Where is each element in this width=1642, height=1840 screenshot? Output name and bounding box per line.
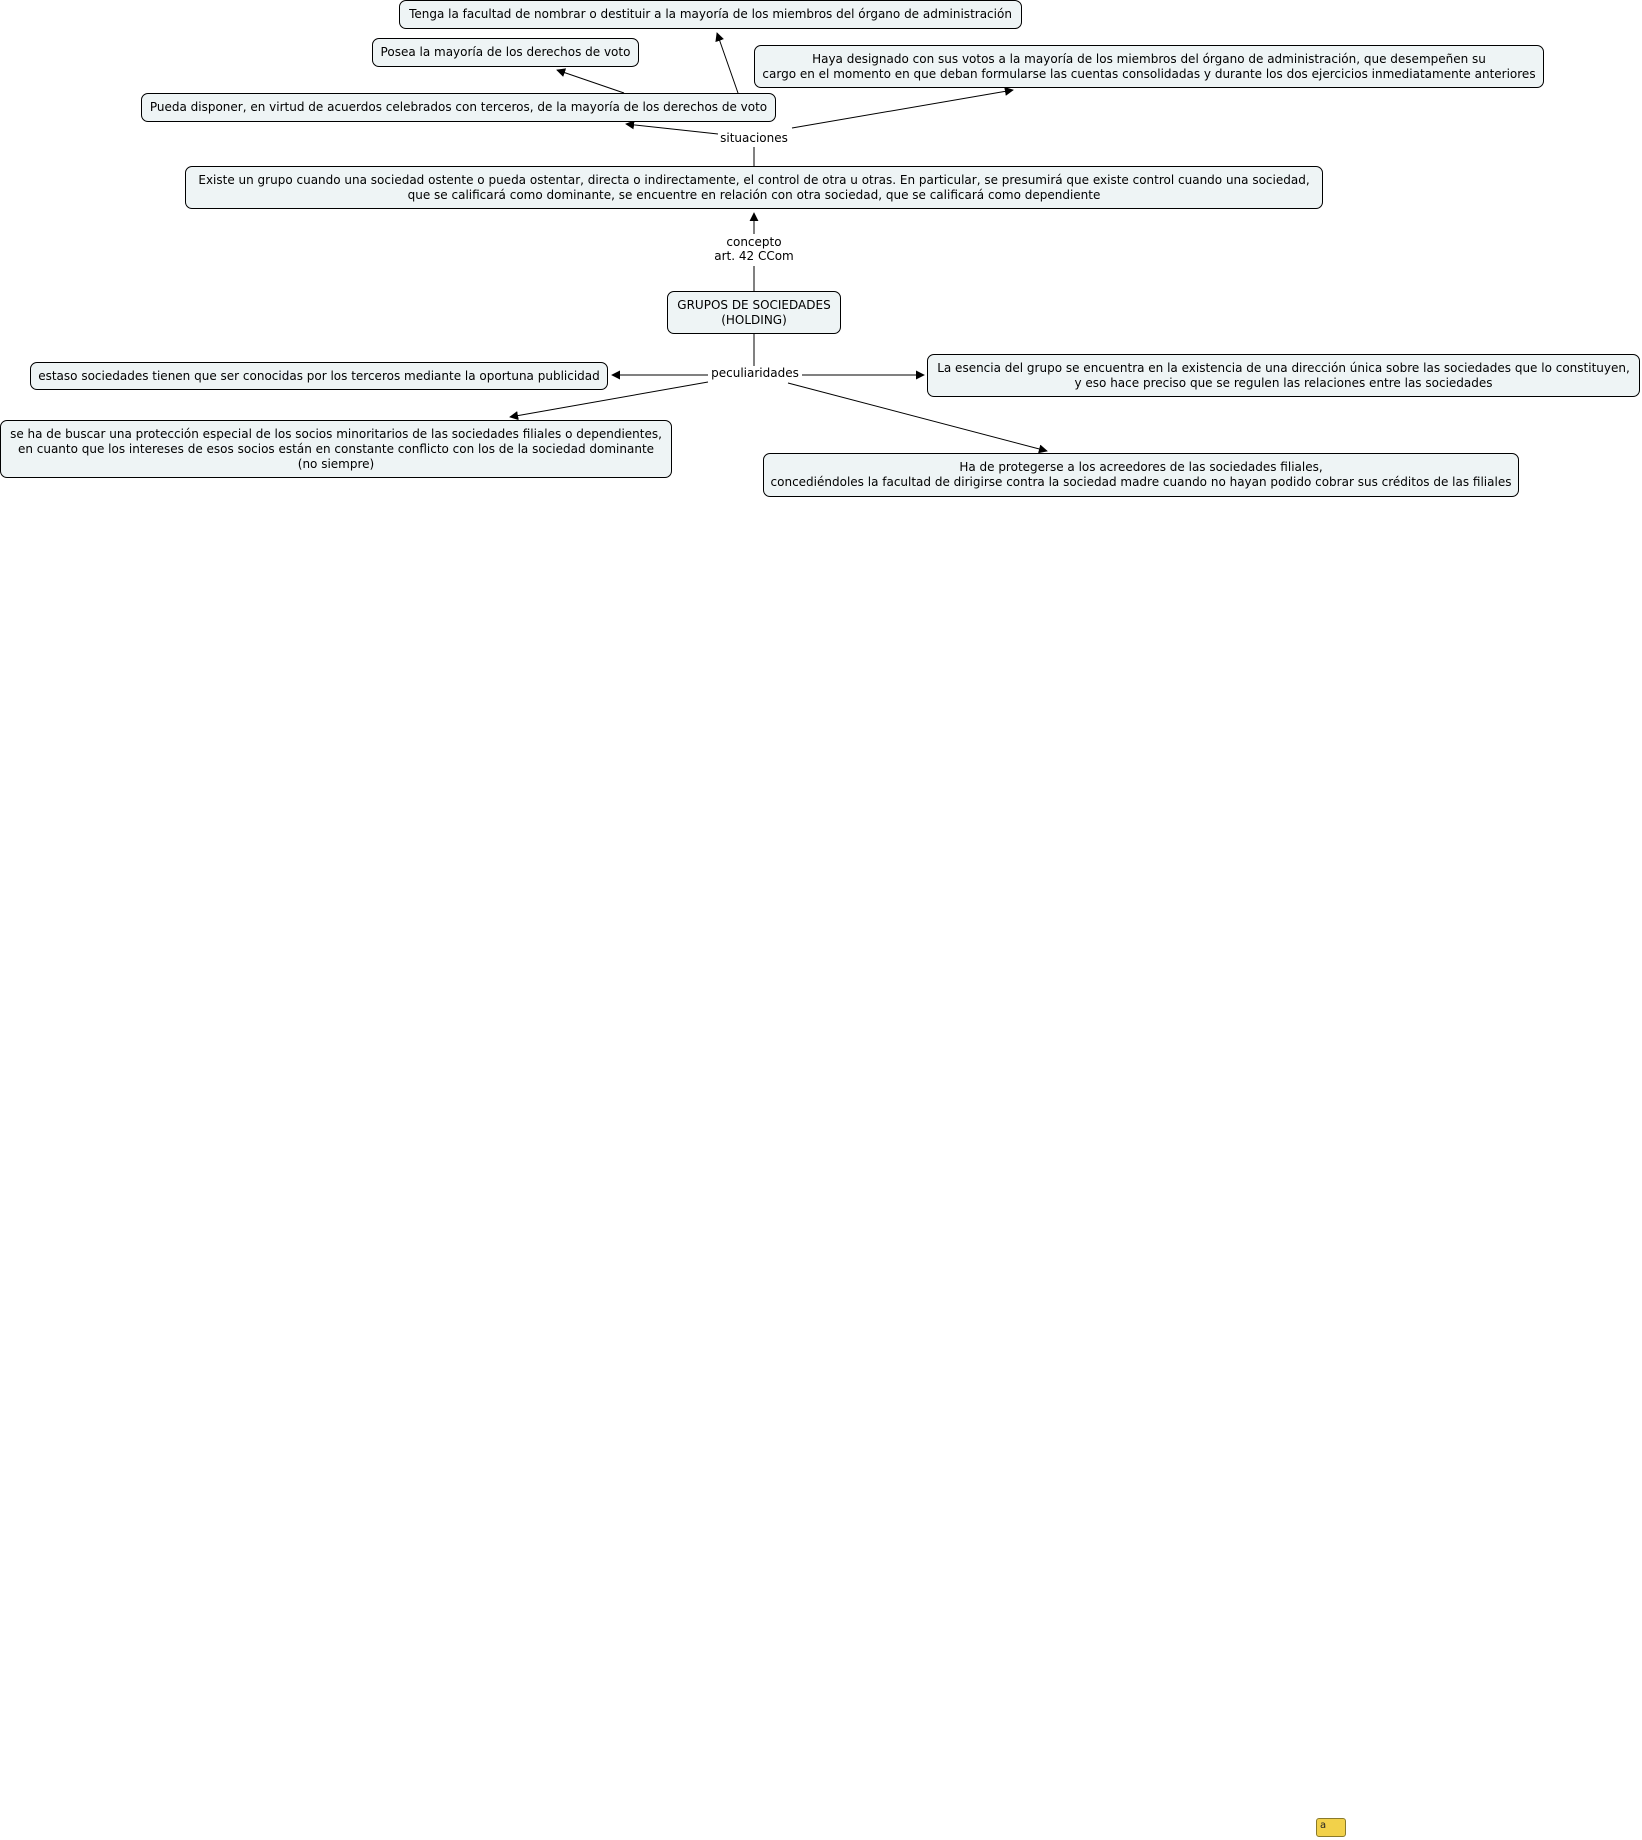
text-line: (HOLDING) <box>721 312 787 327</box>
link-situaciones-to-haya-arrow <box>792 90 1013 128</box>
node-sit-pueda[interactable] <box>141 93 776 122</box>
text-line: que se calificará como dominante, se encuentre en relación con otra sociedad, que se calificará como dependiente <box>407 187 1101 202</box>
node-pec-publicidad[interactable] <box>30 362 608 390</box>
text-line: en cuanto que los intereses de esos socios están en constante conflicto con los de la sociedad dominante <box>17 441 655 456</box>
text-line: concepto <box>726 235 782 249</box>
text-line: Tenga la facultad de nombrar o destituir a la mayoría de los miembros del órgano de administración <box>409 7 1012 21</box>
text-line: Existe un grupo cuando una sociedad ostente o pueda ostentar, directa o indirectamente, el control de otra u otras. En particular, se presumirá que existe control cuando una sociedad, <box>198 172 1310 187</box>
text-line: Ha de protegerse a los acreedores de las sociedades filiales, <box>959 460 1323 474</box>
node-root[interactable] <box>667 291 841 334</box>
text-line: peculiaridades <box>711 366 799 380</box>
text-line: Haya designado con sus votos a la mayoría de los miembros del órgano de administración, que desempeñen su <box>812 51 1486 66</box>
node-concept[interactable] <box>185 166 1323 209</box>
node-sit-facultad[interactable] <box>399 0 1022 29</box>
cmap-resource-icon[interactable] <box>1316 1818 1346 1837</box>
text-line: Pueda disponer, en virtud de acuerdos celebrados con terceros, de la mayoría de los derechos de voto <box>149 100 768 114</box>
link-situaciones-to-posea-arrow <box>557 70 624 93</box>
text-line: situaciones <box>720 131 788 145</box>
node-pec-socios[interactable] <box>0 420 672 478</box>
text-line: estaso sociedades tienen que ser conocidas por los terceros mediante la oportuna publicidad <box>38 368 600 383</box>
text-line: (no siempre) <box>297 456 375 471</box>
node-pec-esencia[interactable] <box>927 354 1640 397</box>
text-line: Posea la mayoría de los derechos de voto <box>380 45 631 59</box>
text-line: se ha de buscar una protección especial de los socios minoritarios de las sociedades filiales o dependientes, <box>10 426 662 441</box>
label-peculiaridades[interactable] <box>708 366 802 380</box>
link-situaciones-to-pueda-arrow <box>626 124 718 134</box>
node-sit-haya[interactable] <box>754 45 1544 88</box>
label-concepto[interactable] <box>712 235 796 263</box>
text-line: art. 42 CCom <box>714 249 794 263</box>
link-situaciones-to-facultad-arrow <box>717 33 738 93</box>
node-sit-posea[interactable] <box>372 38 639 67</box>
text-line: concediéndoles la facultad de dirigirse contra la sociedad madre cuando no hayan podido cobrar sus créditos de las filiales <box>770 475 1512 489</box>
text-line: y eso hace preciso que se regulen las relaciones entre las sociedades <box>1074 375 1493 390</box>
text-line: La esencia del grupo se encuentra en la existencia de una dirección única sobre las sociedades que lo constituyen, <box>937 360 1630 375</box>
text-line: GRUPOS DE SOCIEDADES <box>677 297 831 312</box>
resource-letter: a <box>1320 1820 1327 1831</box>
label-situaciones[interactable] <box>718 131 790 145</box>
node-pec-acreedores[interactable] <box>763 453 1519 497</box>
note-icon <box>1328 1823 1343 1834</box>
text-line: cargo en el momento en que deban formularse las cuentas consolidadas y durante los dos ejercicios inmediatamente anteriores <box>762 66 1536 81</box>
